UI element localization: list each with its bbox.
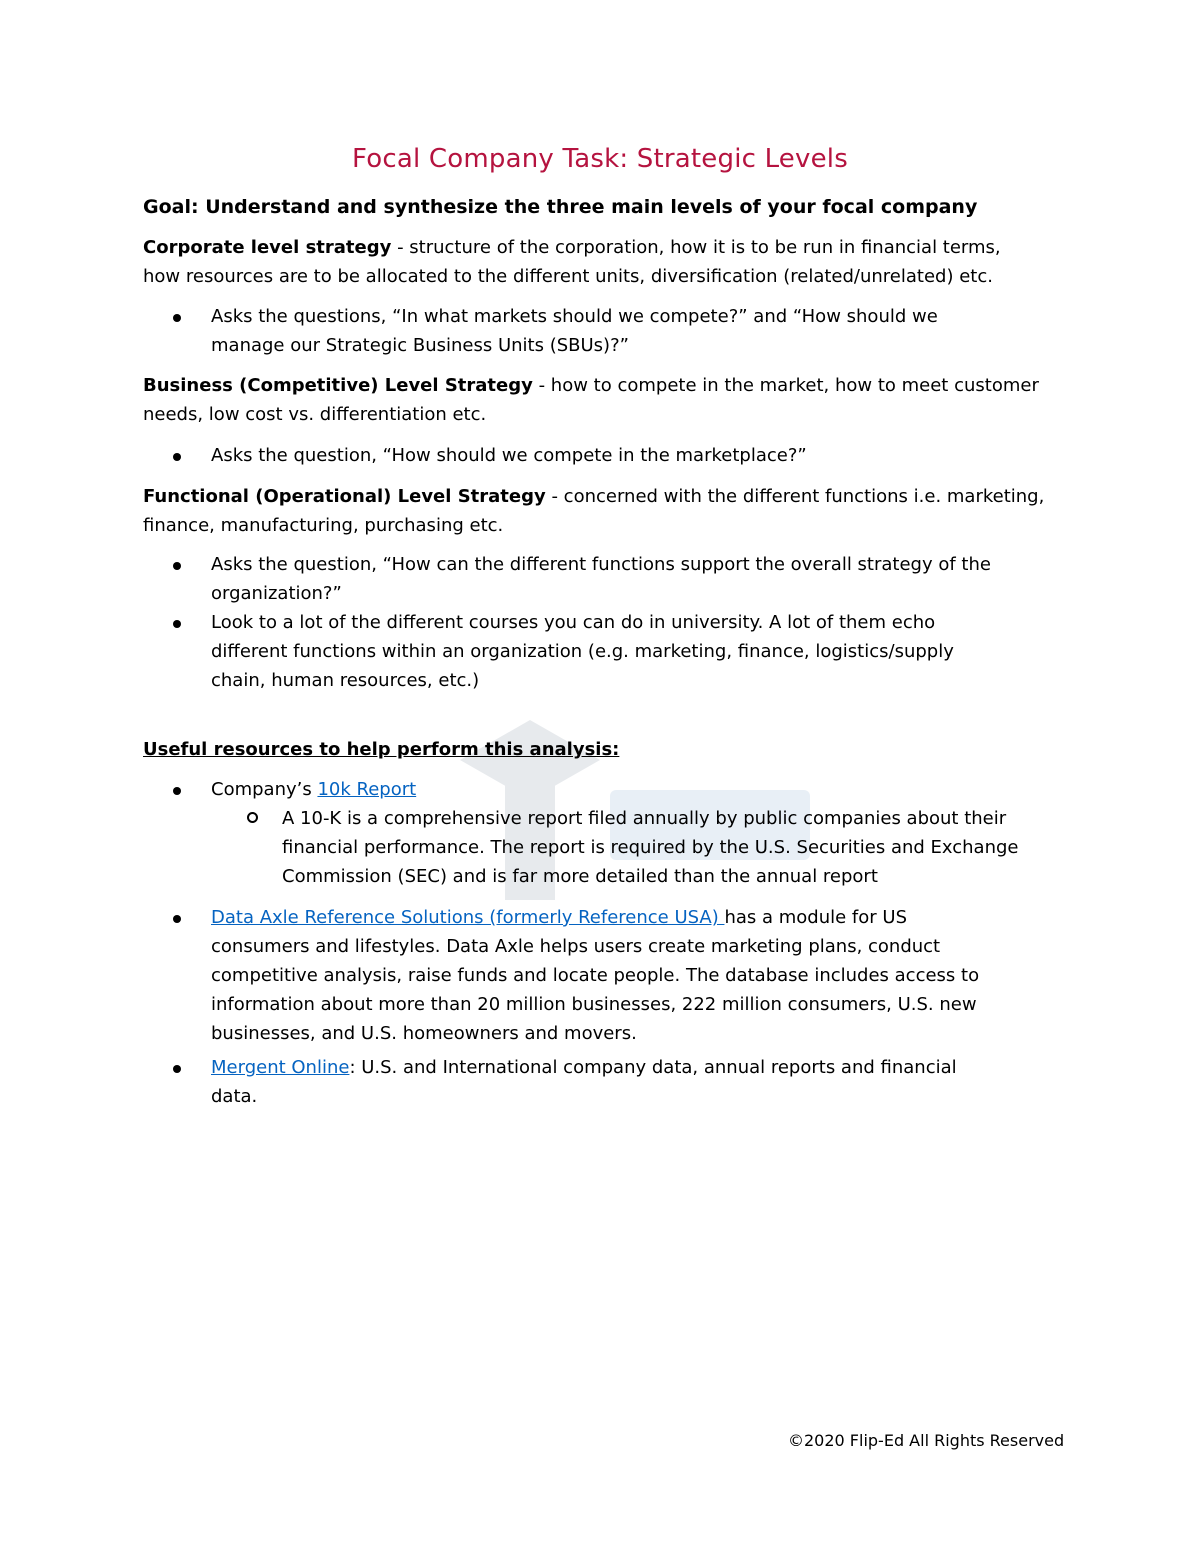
dataaxle-line-3: competitive analysis, raise funds and locate people. The database includes access to [211, 965, 980, 986]
dataaxle-line-2: consumers and lifestyles. Data Axle helps users create marketing plans, conduct [211, 936, 941, 957]
bullet-icon [173, 1065, 181, 1073]
dataaxle-line-1-rest: has a module for US [724, 907, 907, 928]
sub-bullet-icon [247, 812, 258, 823]
functional-label: Functional (Operational) Level Strategy [143, 486, 546, 507]
functional-bullet2-line-2: different functions within an organization (e.g. marketing, finance, logistics/supply [211, 641, 954, 662]
corporate-text-2: how resources are to be allocated to the different units, diversification (related/unrelated) etc. [143, 266, 993, 287]
dataaxle-line-5: businesses, and U.S. homeowners and movers. [211, 1023, 637, 1044]
tenk-prefix: Company’s [211, 779, 318, 800]
corporate-text-1: - structure of the corporation, how it is to be run in financial terms, [391, 237, 1001, 258]
corporate-label: Corporate level strategy [143, 237, 392, 258]
dataaxle-line-1 [211, 903, 1056, 932]
functional-bullet2-line-3: chain, human resources, etc.) [211, 670, 480, 691]
business-text-2: needs, low cost vs. differentiation etc. [143, 404, 487, 425]
tenk-report-link[interactable]: 10k Report [317, 779, 417, 800]
resources-heading: Useful resources to help perform this analysis: [143, 739, 620, 760]
business-label: Business (Competitive) Level Strategy [143, 375, 533, 396]
page-title: Focal Company Task: Strategic Levels [352, 144, 848, 174]
functional-text-1: - concerned with the different functions i.e. marketing, [545, 486, 1045, 507]
mergent-line-2: data. [211, 1086, 258, 1107]
functional-text-2: finance, manufacturing, purchasing etc. [143, 515, 504, 536]
copyright-footer: ©2020 Flip-Ed All Rights Reserved [788, 1431, 1065, 1450]
bullet-icon [173, 314, 181, 322]
functional-bullet1-line-1: Asks the question, “How can the different functions support the overall strategy of the [211, 554, 991, 575]
corporate-bullet-line-2: manage our Strategic Business Units (SBUs)?” [211, 335, 629, 356]
bullet-icon [173, 787, 181, 795]
functional-paragraph-line-1 [143, 482, 1063, 511]
tenk-sub-line-3: Commission (SEC) and is far more detailed than the annual report [282, 866, 878, 887]
corporate-paragraph-line-1 [143, 233, 1063, 262]
bullet-icon [173, 915, 181, 923]
tenk-sub-line-2: financial performance. The report is required by the U.S. Securities and Exchange [282, 837, 1019, 858]
tenk-sub-line-1: A 10-K is a comprehensive report filed annually by public companies about their [282, 808, 1007, 829]
functional-bullet2-line-1: Look to a lot of the different courses you can do in university. A lot of them echo [211, 612, 936, 633]
bullet-icon [173, 620, 181, 628]
mergent-line-1-rest: : U.S. and International company data, annual reports and financial [349, 1057, 957, 1078]
corporate-bullet-line-1: Asks the questions, “In what markets should we compete?” and “How should we [211, 306, 938, 327]
bullet-icon [173, 453, 181, 461]
mergent-online-link[interactable]: Mergent Online [211, 1057, 350, 1078]
bullet-icon [173, 562, 181, 570]
goal-statement: Goal: Understand and synthesize the three main levels of your focal company [143, 196, 978, 218]
functional-bullet1-line-2: organization?” [211, 583, 342, 604]
data-axle-link[interactable]: Data Axle Reference Solutions (formerly Reference USA) [211, 907, 725, 928]
business-bullet-line-1: Asks the question, “How should we compete in the marketplace?” [211, 445, 807, 466]
dataaxle-line-4: information about more than 20 million businesses, 222 million consumers, U.S. new [211, 994, 977, 1015]
business-paragraph-line-1 [143, 371, 1063, 400]
tenk-line [211, 775, 1061, 804]
mergent-line-1 [211, 1053, 1061, 1082]
business-text-1: - how to compete in the market, how to meet customer [532, 375, 1039, 396]
